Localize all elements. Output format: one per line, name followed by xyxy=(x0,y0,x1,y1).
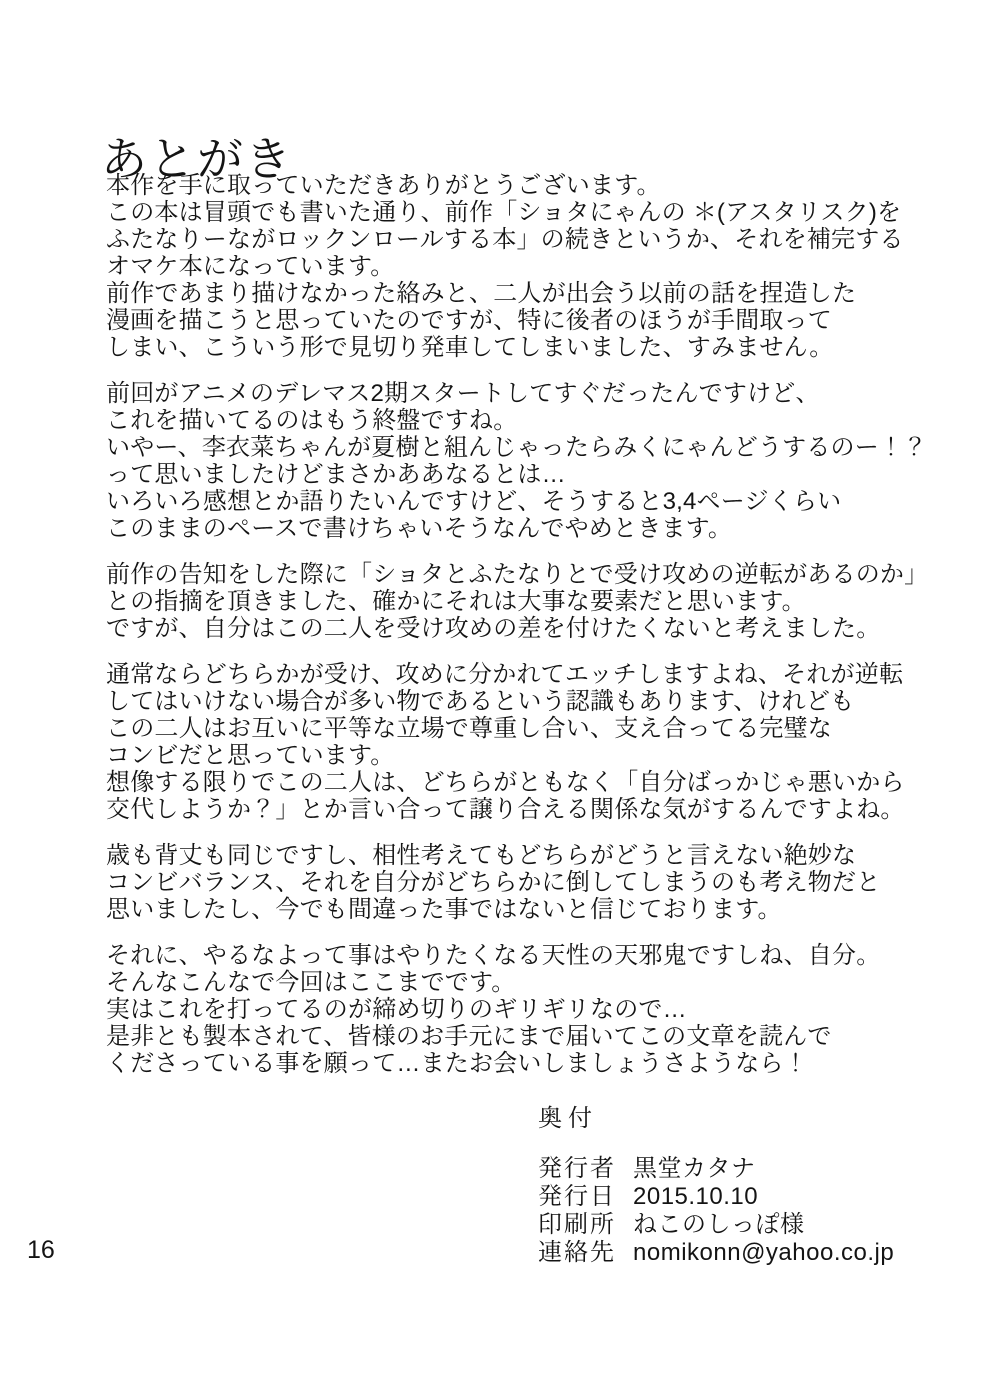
text-line: そんなこんなで今回はここまでです。 xyxy=(106,969,516,996)
text-line: 思いましたし、今でも間違った事ではないと信じております。 xyxy=(106,896,782,923)
colophon-row-printer xyxy=(538,1211,894,1239)
contact-label: 連絡先 xyxy=(538,1239,616,1266)
text-line: これを描いてるのはもう終盤ですね。 xyxy=(106,407,518,434)
afterword-body xyxy=(106,172,966,1096)
text-line: いやー、李衣菜ちゃんが夏樹と組んじゃったらみくにゃんどうするのー！？ xyxy=(106,434,928,461)
text-line: 通常ならどちらかが受け、攻めに分かれてエッチしますよね、それが逆転 xyxy=(106,661,904,688)
colophon-row-publisher xyxy=(538,1155,894,1183)
colophon-row-publish-date xyxy=(538,1183,894,1211)
text-line: このままのペースで書けちゃいそうなんでやめときます。 xyxy=(106,515,733,542)
text-line: 前作であまり描けなかった絡みと、二人が出会う以前の話を捏造した xyxy=(106,280,857,307)
text-line: それに、やるなよって事はやりたくなる天性の天邪鬼ですしね、自分。 xyxy=(106,942,881,969)
publish-date-label: 発行日 xyxy=(538,1183,616,1210)
publisher-value: 黒堂カタナ xyxy=(633,1155,756,1182)
text-line: 前回がアニメのデレマス2期スタートしてすぐだったんですけど、 xyxy=(106,380,820,407)
text-line: 漫画を描こうと思っていたのですが、特に後者のほうが手間取って xyxy=(106,307,832,334)
text-line: との指摘を頂きました、確かにそれは大事な要素だと思います。 xyxy=(106,588,806,615)
text-line: いろいろ感想とか語りたいんですけど、そうすると3,4ページくらい xyxy=(106,488,842,515)
text-line: 本作を手に取っていただきありがとうございます。 xyxy=(106,172,661,199)
text-line: くださっている事を願って…またお会いしましょうさようなら！ xyxy=(106,1050,808,1077)
paragraph xyxy=(106,661,966,823)
printer-label: 印刷所 xyxy=(538,1211,616,1238)
publish-date-value: 2015.10.10 xyxy=(633,1183,759,1210)
text-line: って思いましたけどまさかああなるとは… xyxy=(106,461,566,488)
publisher-label: 発行者 xyxy=(538,1155,616,1182)
paragraph xyxy=(106,942,966,1077)
page-number: 16 xyxy=(27,1236,55,1264)
text-line: コンビだと思っています。 xyxy=(106,742,395,769)
printer-value: ねこのしっぽ様 xyxy=(633,1211,805,1238)
text-line: 交代しようか？」とか言い合って譲り合える関係な気がするんですよね。 xyxy=(106,796,905,823)
text-line: 是非とも製本されて、皆様のお手元にまで届いてこの文章を読んで xyxy=(106,1023,832,1050)
page-title: あとがき xyxy=(101,132,293,185)
text-line: ですが、自分はこの二人を受け攻めの差を付けたくないと考えました。 xyxy=(106,615,881,642)
colophon-row-contact xyxy=(538,1239,894,1267)
text-line: 想像する限りでこの二人は、どちらがともなく「自分ばっかじゃ悪いから xyxy=(106,769,905,796)
text-line: 実はこれを打ってるのが締め切りのギリギリなので… xyxy=(106,996,687,1023)
text-line: この本は冒頭でも書いた通り、前作「ショタにゃんの ＊(アスタリスク)を xyxy=(106,199,902,226)
text-line: この二人はお互いに平等な立場で尊重し合い、支え合ってる完璧な xyxy=(106,715,832,742)
text-line: オマケ本になっています。 xyxy=(106,253,395,280)
text-line: してはいけない場合が多い物であるという認識もあります、けれども xyxy=(106,688,855,715)
paragraph xyxy=(106,561,966,642)
text-line: 歳も背丈も同じですし、相性考えてもどちらがどうと言えない絶妙な xyxy=(106,842,857,869)
text-line: しまい、こういう形で見切り発車してしまいました、すみません。 xyxy=(106,334,834,361)
paragraph xyxy=(106,842,966,923)
contact-email: nomikonn@yahoo.co.jp xyxy=(633,1239,895,1266)
paragraph xyxy=(106,380,966,542)
colophon xyxy=(538,1105,894,1267)
colophon-heading: 奥付 xyxy=(538,1105,598,1132)
text-line: ふたなりーながロックンロールする本」の続きというか、それを補完する xyxy=(106,226,904,253)
text-line: コンビバランス、それを自分がどちらかに倒してしまうのも考え物だと xyxy=(106,869,881,896)
paragraph xyxy=(106,172,966,361)
text-line: 前作の告知をした際に「ショタとふたなりとで受け攻めの逆転があるのか」 xyxy=(106,561,929,588)
